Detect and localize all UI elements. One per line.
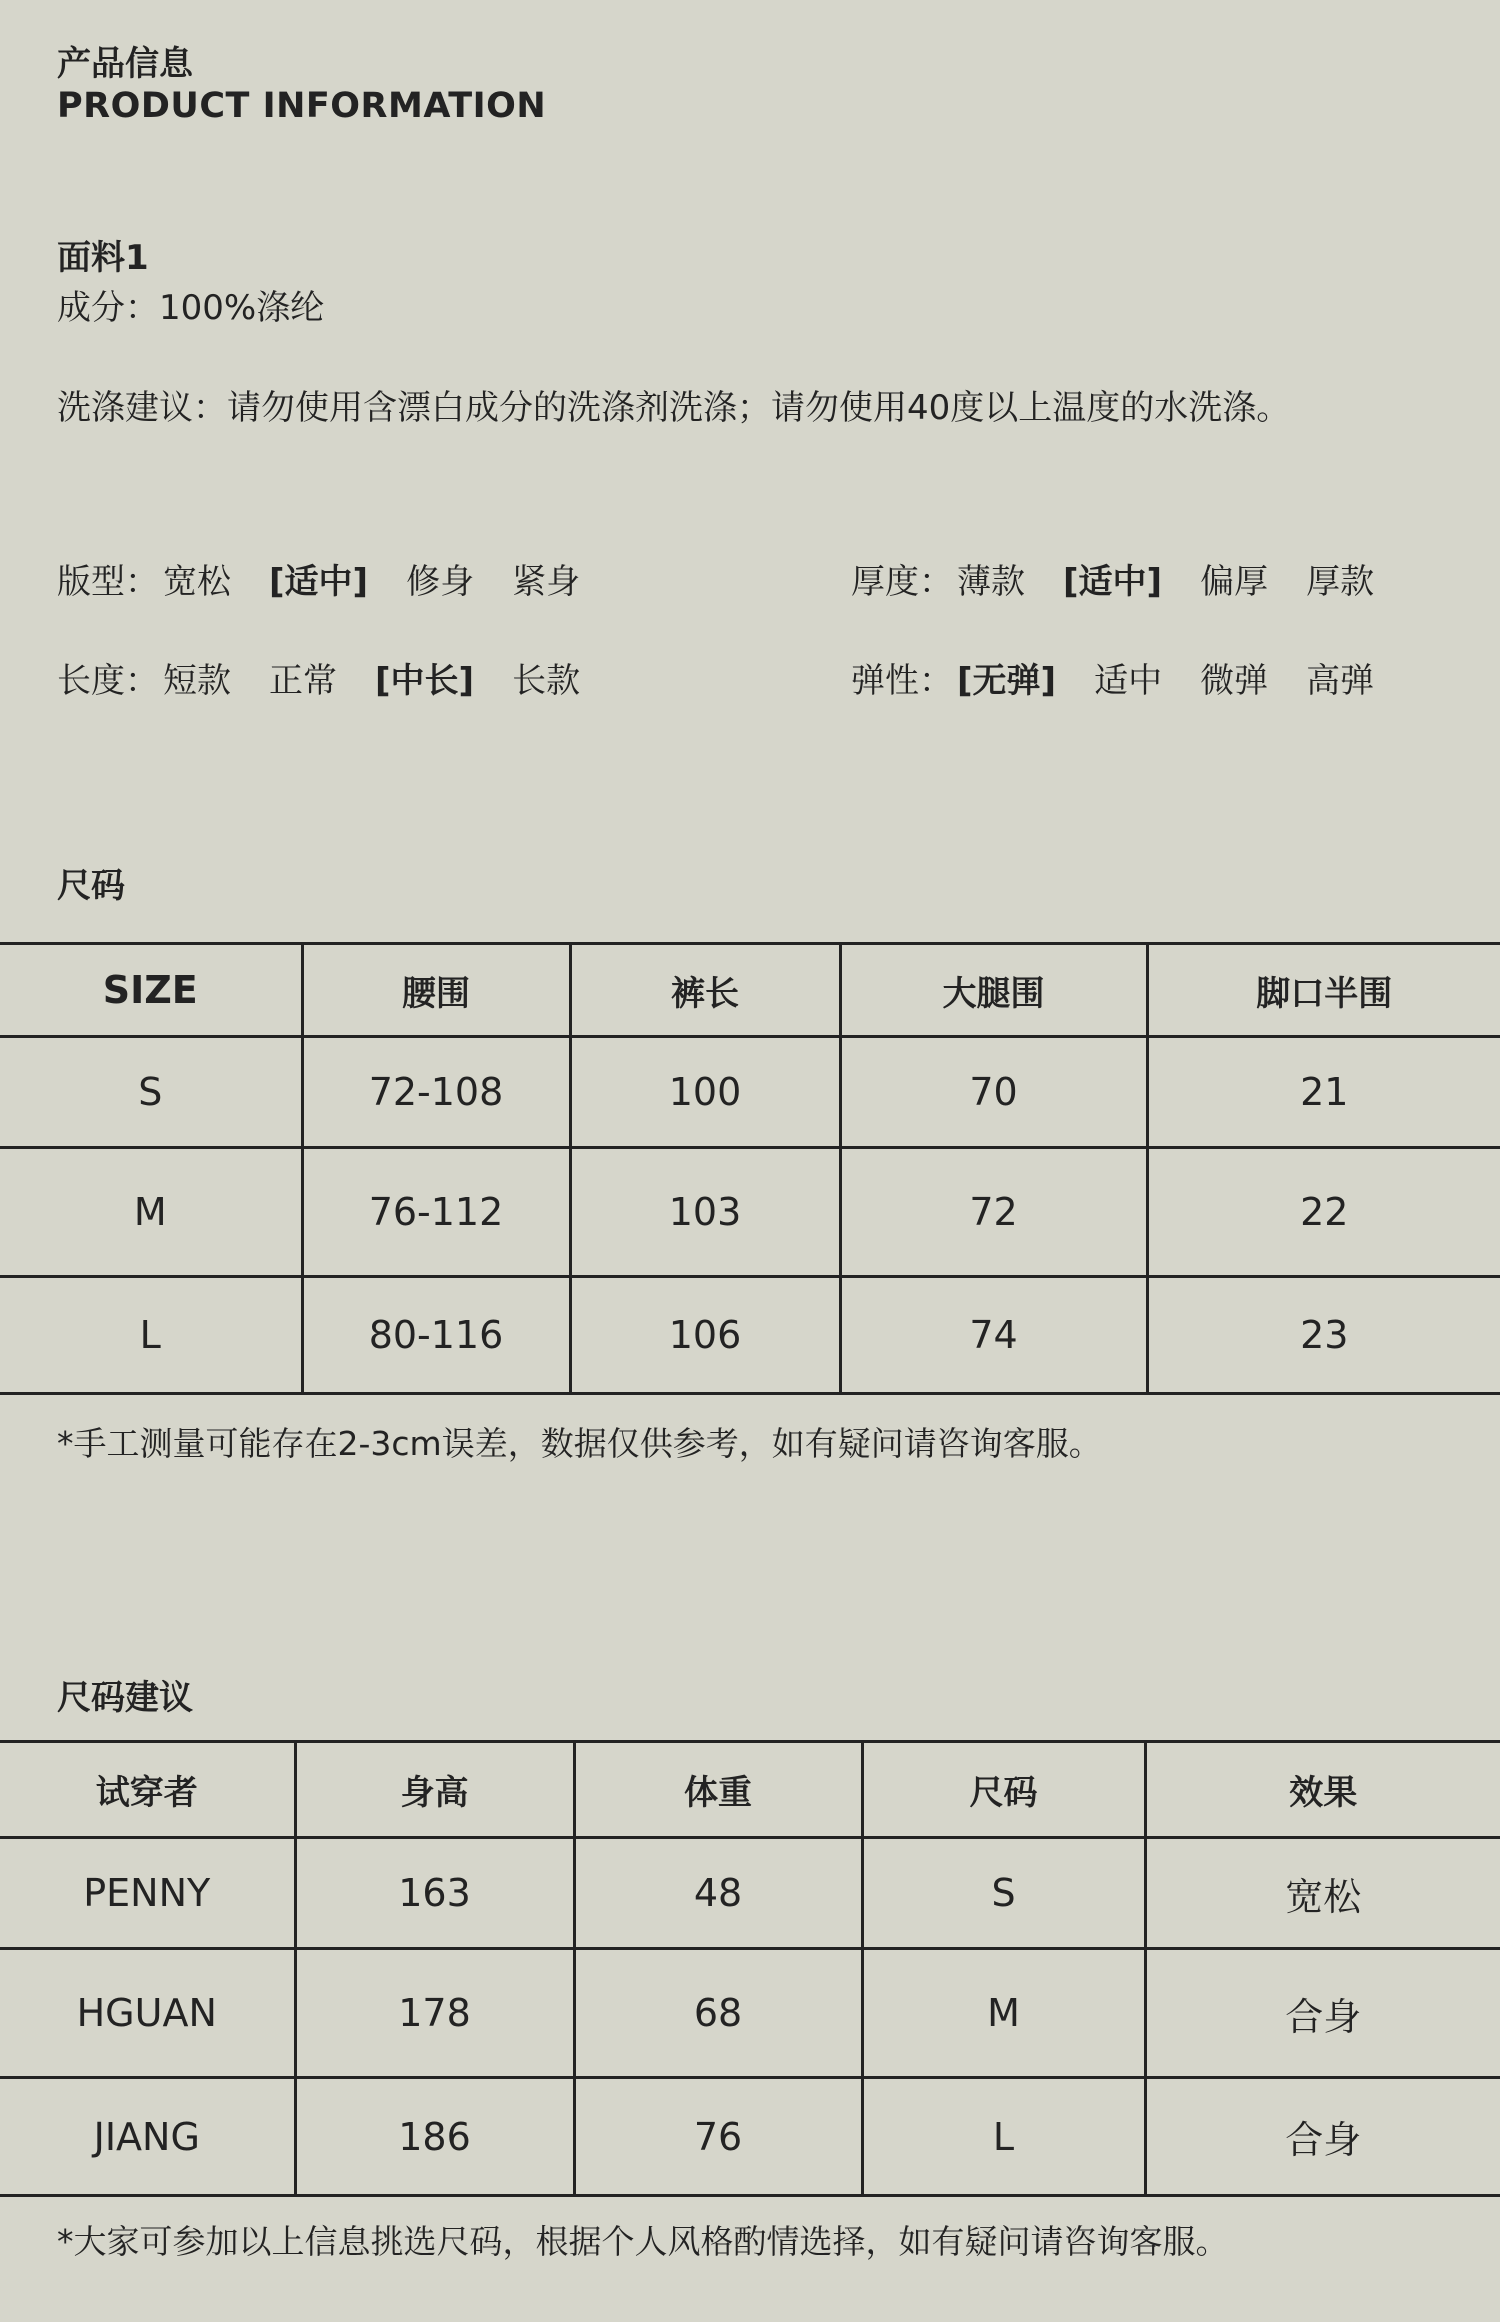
length-cell: 106: [570, 1277, 840, 1394]
size-header-cell: SIZE: [0, 944, 302, 1037]
fit-table: [0, 1740, 1500, 2197]
size-table: [0, 942, 1500, 1395]
table-row: [0, 1277, 1500, 1394]
fit-header-cell: 体重: [574, 1742, 862, 1838]
attr-elasticity-option-selected: [无弹]: [957, 660, 1057, 701]
attr-length-option: 短款: [163, 660, 231, 701]
table-row: [0, 1838, 1500, 1949]
attr-length-option-selected: [中长]: [375, 660, 475, 701]
size-header-cell: 裤长: [570, 944, 840, 1037]
height-cell: 178: [295, 1949, 574, 2078]
size-header-cell: 大腿围: [840, 944, 1147, 1037]
attr-elasticity: [851, 652, 1374, 702]
washing-advice: 洗涤建议：请勿使用含漂白成分的洗涤剂洗涤；请勿使用40度以上温度的水洗涤。: [57, 388, 1291, 428]
fit-header-cell: 身高: [295, 1742, 574, 1838]
attr-fit-option: 宽松: [163, 561, 231, 602]
attr-elasticity-option: 高弹: [1306, 660, 1375, 701]
weight-cell: 68: [574, 1949, 862, 2078]
hem-cell: 23: [1147, 1277, 1500, 1394]
hem-cell: 22: [1147, 1148, 1500, 1277]
fit-table-title: 尺码建议: [57, 1678, 193, 1718]
fit-table-header-row: [0, 1742, 1500, 1838]
tester-cell: JIANG: [0, 2078, 295, 2196]
size-cell: S: [862, 1838, 1145, 1949]
effect-cell: 宽松: [1145, 1838, 1500, 1949]
attr-thickness: [851, 553, 1374, 603]
table-row: [0, 1037, 1500, 1148]
length-cell: 103: [570, 1148, 840, 1277]
attr-fit-option: 修身: [406, 561, 475, 602]
attr-thickness-label: 厚度：: [851, 561, 953, 602]
height-cell: 163: [295, 1838, 574, 1949]
table-row: [0, 2078, 1500, 2196]
thigh-cell: 74: [840, 1277, 1147, 1394]
fit-header-cell: 尺码: [862, 1742, 1145, 1838]
attr-length-label: 长度：: [57, 660, 159, 701]
attr-fit-option-selected: [适中]: [269, 561, 369, 602]
table-row: [0, 1949, 1500, 2078]
tester-cell: HGUAN: [0, 1949, 295, 2078]
size-cell: L: [0, 1277, 302, 1394]
size-header-cell: 腰围: [302, 944, 570, 1037]
tester-cell: PENNY: [0, 1838, 295, 1949]
attr-elasticity-option: 微弹: [1200, 660, 1269, 701]
size-table-note: *手工测量可能存在2-3cm误差，数据仅供参考，如有疑问请咨询客服。: [57, 1424, 1102, 1463]
size-table-title: 尺码: [57, 866, 125, 906]
waist-cell: 80-116: [302, 1277, 570, 1394]
weight-cell: 76: [574, 2078, 862, 2196]
attr-thickness-option: 薄款: [957, 561, 1025, 602]
attr-thickness-option: 偏厚: [1200, 561, 1269, 602]
waist-cell: 72-108: [302, 1037, 570, 1148]
page-subtitle: PRODUCT INFORMATION: [57, 86, 547, 126]
size-header-cell: 脚口半围: [1147, 944, 1500, 1037]
attr-length-option: 正常: [269, 660, 337, 701]
size-cell: S: [0, 1037, 302, 1148]
size-table-header-row: [0, 944, 1500, 1037]
thigh-cell: 72: [840, 1148, 1147, 1277]
attr-fit-option: 紧身: [512, 561, 581, 602]
fit-header-cell: 试穿者: [0, 1742, 295, 1838]
fit-header-cell: 效果: [1145, 1742, 1500, 1838]
size-cell: M: [862, 1949, 1145, 2078]
height-cell: 186: [295, 2078, 574, 2196]
fit-table-note: *大家可参加以上信息挑选尺码，根据个人风格酌情选择，如有疑问请咨询客服。: [57, 2222, 1229, 2261]
fabric-composition: 成分：100%涤纶: [57, 288, 325, 328]
effect-cell: 合身: [1145, 2078, 1500, 2196]
attr-elasticity-label: 弹性：: [851, 660, 953, 701]
attr-length-option: 长款: [512, 660, 581, 701]
size-cell: M: [0, 1148, 302, 1277]
attr-length: [57, 652, 580, 702]
effect-cell: 合身: [1145, 1949, 1500, 2078]
table-row: [0, 1148, 1500, 1277]
hem-cell: 21: [1147, 1037, 1500, 1148]
length-cell: 100: [570, 1037, 840, 1148]
attr-fit: [57, 553, 580, 603]
waist-cell: 76-112: [302, 1148, 570, 1277]
thigh-cell: 70: [840, 1037, 1147, 1148]
attr-fit-label: 版型：: [57, 561, 159, 602]
size-cell: L: [862, 2078, 1145, 2196]
attr-elasticity-option: 适中: [1094, 660, 1163, 701]
attr-thickness-option-selected: [适中]: [1063, 561, 1163, 602]
attr-thickness-option: 厚款: [1306, 561, 1375, 602]
page-title: 产品信息: [57, 44, 193, 84]
fabric-title: 面料1: [57, 238, 149, 278]
weight-cell: 48: [574, 1838, 862, 1949]
